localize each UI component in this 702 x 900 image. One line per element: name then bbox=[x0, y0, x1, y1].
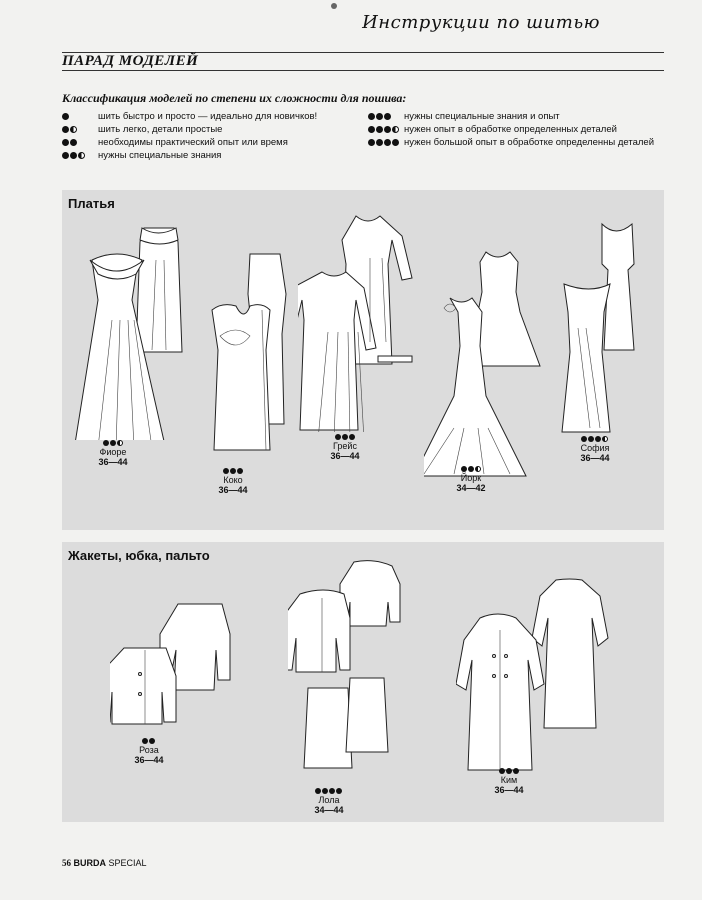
legend-row bbox=[368, 110, 654, 123]
legend-text: нужны специальные знания и опыт bbox=[404, 111, 560, 122]
caption-grace bbox=[322, 434, 368, 461]
caption-sofia bbox=[572, 436, 618, 463]
level-dots bbox=[210, 468, 256, 474]
roza-jacket-sketch bbox=[110, 598, 240, 738]
legend-left bbox=[62, 110, 317, 162]
section-rule bbox=[62, 70, 664, 71]
model-name: Грейс bbox=[333, 441, 357, 451]
koko-dress-sketch bbox=[202, 250, 292, 460]
caption-koko bbox=[210, 468, 256, 495]
level-dots bbox=[322, 434, 368, 440]
level-dots bbox=[368, 126, 404, 133]
model-name: София bbox=[580, 443, 610, 453]
legend-text: нужны специальные знания bbox=[98, 150, 222, 161]
legend-text: нужен опыт в обработке определенных деталей bbox=[404, 124, 617, 135]
caption-lola bbox=[306, 788, 352, 815]
caption-roza bbox=[126, 738, 172, 765]
caption-fiore bbox=[90, 440, 136, 467]
legend-right bbox=[368, 110, 654, 149]
section-title: ПАРАД МОДЕЛЕЙ bbox=[62, 53, 199, 69]
belt-sketch bbox=[376, 350, 416, 370]
model-name: Роза bbox=[139, 745, 159, 755]
level-dots bbox=[62, 139, 98, 146]
level-dots bbox=[486, 768, 532, 774]
kim-coat-sketch bbox=[456, 576, 616, 776]
model-sizes: 36—44 bbox=[98, 457, 128, 467]
brand-suffix: SPECIAL bbox=[108, 858, 147, 868]
model-name: Коко bbox=[223, 475, 243, 485]
legend-row bbox=[62, 149, 317, 162]
dresses-panel bbox=[62, 190, 664, 530]
brand-name: BURDA bbox=[73, 858, 107, 868]
model-sizes: 36—44 bbox=[494, 785, 524, 795]
jackets-title: Жакеты, юбка, пальто bbox=[68, 548, 210, 563]
level-dots bbox=[448, 466, 494, 472]
legend-text: необходимы практический опыт или время bbox=[98, 137, 288, 148]
model-name: Фиоре bbox=[99, 447, 127, 457]
model-name: Ким bbox=[500, 775, 518, 785]
legend-row bbox=[368, 136, 654, 149]
model-sizes: 36—44 bbox=[580, 453, 610, 463]
model-sizes: 34—44 bbox=[314, 805, 344, 815]
caption-kim bbox=[486, 768, 532, 795]
dresses-title: Платья bbox=[68, 196, 115, 211]
legend-row bbox=[368, 123, 654, 136]
model-sizes: 36—44 bbox=[330, 451, 360, 461]
level-dots bbox=[62, 152, 98, 159]
legend-text: шить легко, детали простые bbox=[98, 124, 223, 135]
page-number: 56 bbox=[62, 858, 71, 868]
legend-row bbox=[62, 136, 317, 149]
model-name: Лола bbox=[318, 795, 340, 805]
legend-row bbox=[62, 110, 317, 123]
page-footer bbox=[62, 858, 147, 868]
classification-title: Классификация моделей по степени их сложности для пошива: bbox=[62, 91, 407, 105]
sofia-dress-sketch bbox=[556, 218, 656, 438]
legend-text: нужен большой опыт в обработке определенны деталей bbox=[404, 137, 655, 148]
ornament-dot bbox=[331, 3, 337, 9]
jackets-panel bbox=[62, 542, 664, 822]
model-sizes: 36—44 bbox=[218, 485, 248, 495]
level-dots bbox=[368, 113, 404, 120]
level-dots bbox=[126, 738, 172, 744]
page-header-title: Инструкции по шитью bbox=[362, 12, 600, 33]
level-dots bbox=[90, 440, 136, 446]
legend-row bbox=[62, 123, 317, 136]
level-dots bbox=[368, 139, 404, 146]
lola-suit-sketch bbox=[288, 558, 418, 788]
model-sizes: 34—42 bbox=[456, 483, 486, 493]
york-dress-sketch bbox=[424, 248, 554, 478]
fiore-dress-sketch bbox=[72, 220, 192, 440]
level-dots bbox=[306, 788, 352, 794]
caption-york bbox=[448, 466, 494, 493]
legend-text: шить быстро и просто — идеально для новичков! bbox=[98, 111, 318, 122]
model-name: Йорк bbox=[460, 473, 482, 483]
level-dots bbox=[62, 126, 98, 133]
grace-dress-sketch bbox=[298, 212, 418, 432]
level-dots bbox=[572, 436, 618, 442]
model-sizes: 36—44 bbox=[134, 755, 164, 765]
level-dots bbox=[62, 113, 98, 120]
